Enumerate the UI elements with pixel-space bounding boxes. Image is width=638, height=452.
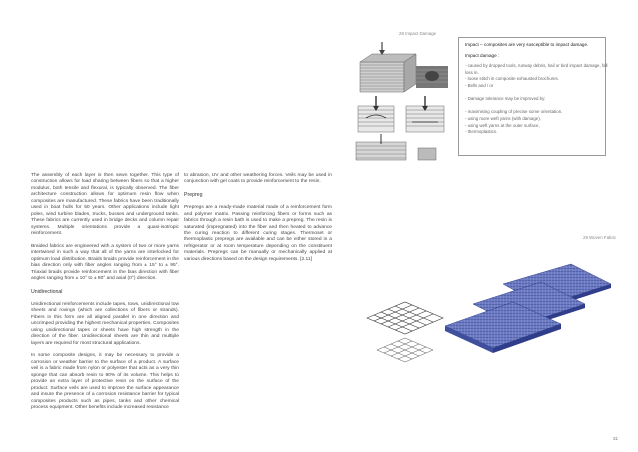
info-box-line: - using more weft yarns (with damage),	[465, 115, 541, 121]
info-box-subtitle: Impact damage :	[465, 52, 500, 58]
page-number: 31	[613, 436, 619, 441]
right-text-column	[184, 173, 332, 270]
info-box-line: - maximising coupling of precise some orientation.	[465, 109, 563, 115]
info-box-line: - Damage tolerance may be improved by:	[465, 96, 546, 102]
info-box-line: - using weft yarns at the outer surface,	[465, 122, 540, 128]
left-text-column	[31, 173, 179, 418]
delamination-diagram-right	[406, 96, 444, 132]
info-box-line: - thermoplastics.	[465, 129, 498, 135]
info-box-line	[465, 103, 599, 110]
info-box-line: loss in.	[465, 69, 479, 75]
section-heading: Unidirectional	[31, 289, 63, 296]
paragraph: to abrasion, UV and other weathering forces. Veils may be used in conjunction with gel coats to provide reinforcement to the resin.	[184, 173, 332, 185]
impact-info-box	[458, 37, 606, 156]
mesh-grid-illustration	[363, 300, 447, 372]
grid-mesh-top	[367, 302, 443, 334]
fabric-caption: 29 Woven Fabric	[583, 235, 617, 240]
paragraph: Prepregs are a ready-made material made of a reinforcement form and polymer matrix. Passing reinforcing fibers or forms such as fabrics through a resin bath is used to make a prepreg. The resin is saturated (impregnated) into the fiber and then heated to advance the curing reaction to different curing stages. Thermoset or thermoplastic prepregs are available and can be either stored in a refrigerator or at room temperature depending on the constituent materials. Prepregs can be manually or mechanically applied at various directions based on the design requirements. [2.11]	[184, 205, 332, 262]
paragraph: Unidirectional reinforcements include tapes, tows, unidirectional tow sheets and rovings (which are collections of fibers or strands). Fibers in this form are all aligned parallel in one direction and uncrimped providing the highest mechanical properties. Composites using unidirectional tapes or sheets have high strength in the direction of the fiber. Unidirectional sheets are thin and multiple layers are required for most structural applications.	[31, 301, 179, 346]
layered-laminate-bottom	[356, 134, 406, 160]
section-heading: Prepreg	[184, 192, 203, 199]
info-box-line	[465, 90, 599, 97]
woven-fabric-illustration	[443, 262, 613, 362]
paragraph: Braided fabrics are engineered with a system of two or more yarns intertwined in such a way that all of the yarns are interlocked for optimum load distribution. Braids braids provide reinforcement in the bias direction only with fiber angles ranging from ± 15° to ± 95°. Triaxial braids provide reinforcement in the bias direction with fiber angles ranging from ± 10° to ± 80° and axial (0°) direction.	[31, 243, 179, 282]
info-box-line: - caused by dropped tools, runway debris, hail or bird impact damage, fall	[465, 63, 608, 69]
info-box-line: - loose stitch in composite exhausted brochures.	[465, 76, 559, 82]
paragraph: The assembly of each layer is then sewn together. This type of construction allows for load sharing between fibers so that a higher modulus, both tensile and flexural, is typically observed. The fiber architecture construction allows for optimum resin flow when composites are manufactured. These fabrics have been traditionally used in boat hulls for 50 years. Other applications include light poles, wind turbine blades, trucks, busses and underground tanks. These fabrics are currently used in bridge decks and column repair systems. Multiple orientations provide a quasi-isotropic reinforcement.	[31, 173, 179, 237]
grid-mesh-bottom	[377, 338, 433, 362]
diagram-caption: 28 Impact Damage	[399, 31, 437, 36]
layered-laminate-top	[360, 42, 416, 92]
delamination-diagram-left	[358, 96, 394, 132]
impact-sample-photo	[416, 66, 448, 88]
small-sample	[418, 148, 436, 160]
info-box-title: Impact – composites are very susceptible to impact damage.	[465, 42, 589, 47]
info-box-line: - Bells and / or	[465, 82, 494, 88]
paragraph: In some composite designs, it may be necessary to provide a corrosion or weather barrier to the surface of a product. A surface veil is a fabric made from nylon or polyester that acts as a very thin sponge that can absorb resin to 90% of its volume. This helps to provide an extra layer of protective resin on the surface of the product. Surface veils are used to improve the surface appearance and insure the presence of a corrosion resistance barrier for typical composites products such as pipes, tanks and other chemical process equipment. Other benefits include increased resistance	[31, 353, 179, 411]
impact-damage-diagram	[352, 40, 452, 176]
